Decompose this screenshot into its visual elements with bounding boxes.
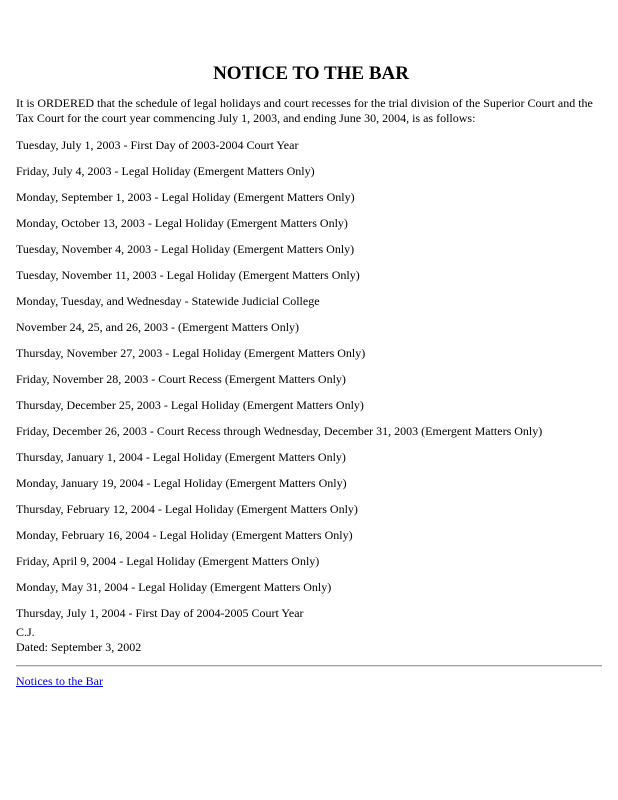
schedule-item: Thursday, July 1, 2004 - First Day of 2004-2005 Court Year [16, 606, 304, 620]
schedule-item: Monday, February 16, 2004 - Legal Holiday (Emergent Matters Only) [16, 528, 353, 542]
schedule-item: Tuesday, July 1, 2003 - First Day of 2003-2004 Court Year [16, 138, 299, 152]
schedule-item: Friday, April 9, 2004 - Legal Holiday (Emergent Matters Only) [16, 554, 320, 568]
page-title: NOTICE TO THE BAR [213, 63, 409, 84]
intro-line-2: Tax Court for the court year commencing July 1, 2003, and ending June 30, 2004, is as follows: [16, 111, 476, 125]
schedule-item: Friday, July 4, 2003 - Legal Holiday (Emergent Matters Only) [16, 164, 315, 178]
schedule-item: Friday, December 26, 2003 - Court Recess through Wednesday, December 31, 2003 (Emergent Matters Only) [16, 424, 543, 438]
schedule-item: Tuesday, November 11, 2003 - Legal Holiday (Emergent Matters Only) [16, 268, 360, 282]
schedule-item: Monday, January 19, 2004 - Legal Holiday (Emergent Matters Only) [16, 476, 347, 490]
schedule-item: Thursday, December 25, 2003 - Legal Holiday (Emergent Matters Only) [16, 398, 364, 412]
schedule-item: Tuesday, November 4, 2003 - Legal Holiday (Emergent Matters Only) [16, 242, 355, 256]
notices-to-the-bar-link[interactable]: Notices to the Bar [16, 674, 103, 688]
signoff-block [16, 625, 141, 655]
signer-initials: C.J. [16, 625, 35, 639]
intro-line-1: It is ORDERED that the schedule of legal holidays and court recesses for the trial division of the Superior Court and the [16, 96, 593, 110]
schedule-item: Monday, September 1, 2003 - Legal Holiday (Emergent Matters Only) [16, 190, 355, 204]
horizontal-divider [16, 665, 602, 667]
schedule-item: Thursday, January 1, 2004 - Legal Holiday (Emergent Matters Only) [16, 450, 346, 464]
schedule-item: Monday, October 13, 2003 - Legal Holiday (Emergent Matters Only) [16, 216, 348, 230]
schedule-item: Monday, May 31, 2004 - Legal Holiday (Emergent Matters Only) [16, 580, 332, 594]
holiday-schedule-list [16, 138, 606, 632]
schedule-item: Monday, Tuesday, and Wednesday - Statewide Judicial College [16, 294, 320, 308]
schedule-item: Friday, November 28, 2003 - Court Recess (Emergent Matters Only) [16, 372, 346, 386]
schedule-item: Thursday, February 12, 2004 - Legal Holiday (Emergent Matters Only) [16, 502, 358, 516]
schedule-item: November 24, 25, and 26, 2003 - (Emergent Matters Only) [16, 320, 300, 334]
dated-line: Dated: September 3, 2002 [16, 640, 142, 654]
intro-paragraph [16, 96, 606, 126]
schedule-item: Thursday, November 27, 2003 - Legal Holiday (Emergent Matters Only) [16, 346, 366, 360]
